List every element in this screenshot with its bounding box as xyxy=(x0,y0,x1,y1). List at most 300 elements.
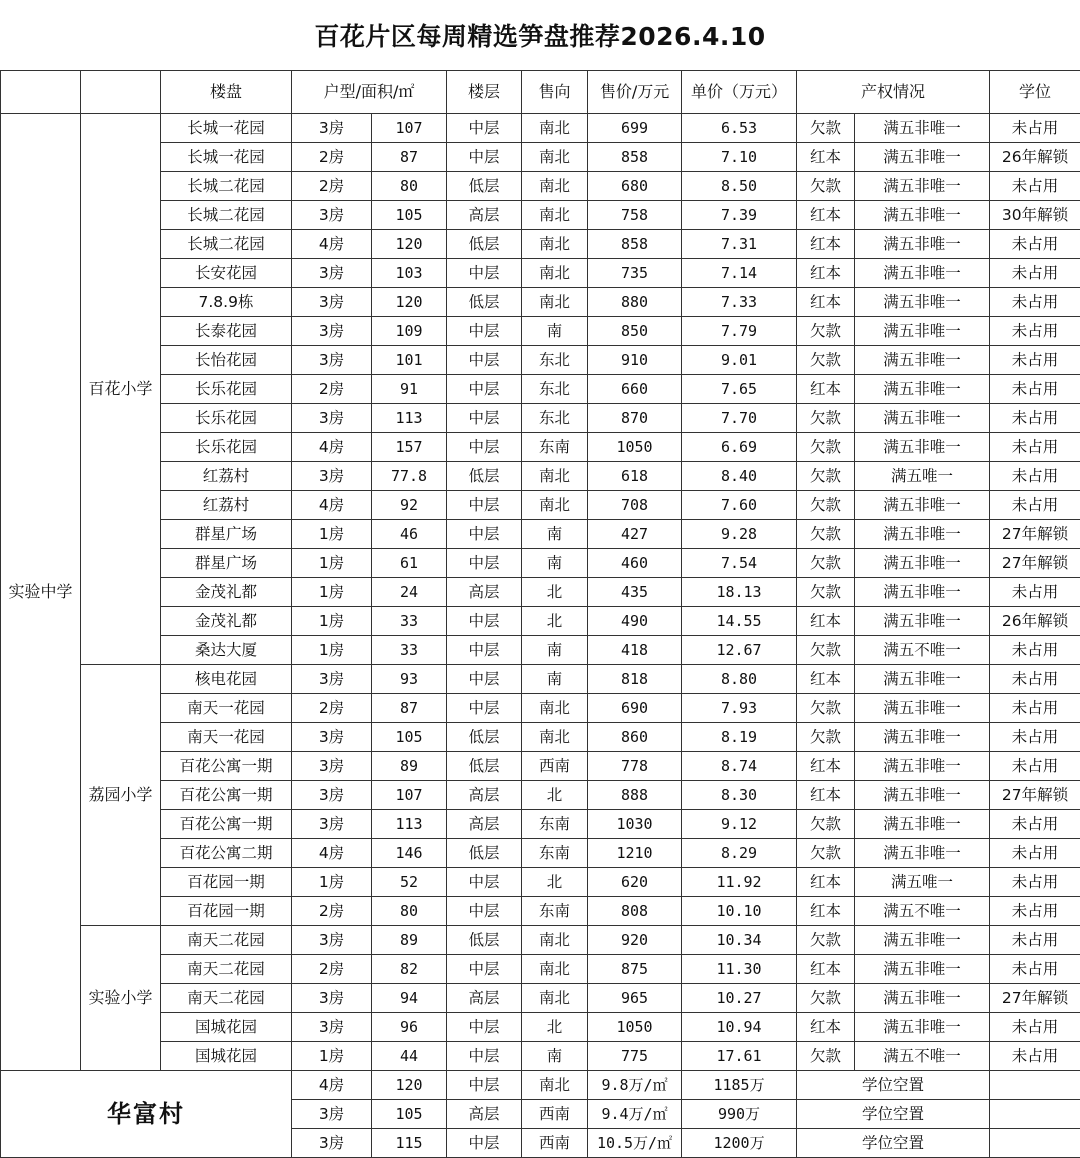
listing-row xyxy=(1,259,1080,288)
school-status: 未占用 xyxy=(990,723,1080,752)
empty-cell xyxy=(990,1100,1080,1129)
floor: 中层 xyxy=(447,114,522,143)
corner-cell xyxy=(1,71,81,114)
area: 105 xyxy=(372,201,447,230)
estate-name: 长乐花园 xyxy=(161,433,292,462)
unit-price: 7.60 xyxy=(682,491,797,520)
orientation: 南北 xyxy=(522,491,588,520)
room-type: 2房 xyxy=(292,897,372,926)
ownership-status: 满五非唯一 xyxy=(855,491,990,520)
listing-row xyxy=(1,694,1080,723)
ownership-status: 满五非唯一 xyxy=(855,201,990,230)
title-status: 欠款 xyxy=(797,172,855,201)
title-status: 欠款 xyxy=(797,433,855,462)
orientation: 东南 xyxy=(522,810,588,839)
unit-price: 18.13 xyxy=(682,578,797,607)
header-type-area: 户型/面积/㎡ xyxy=(292,71,447,114)
orientation: 南 xyxy=(522,636,588,665)
area: 44 xyxy=(372,1042,447,1071)
area: 120 xyxy=(372,230,447,259)
school-status: 未占用 xyxy=(990,230,1080,259)
empty-cell xyxy=(990,1071,1080,1100)
listing-row xyxy=(1,839,1080,868)
header-school: 学位 xyxy=(990,71,1080,114)
unit-price: 17.61 xyxy=(682,1042,797,1071)
room-type: 3房 xyxy=(292,1129,372,1158)
total-price: 1200万 xyxy=(682,1129,797,1158)
total-price: 990万 xyxy=(682,1100,797,1129)
area: 24 xyxy=(372,578,447,607)
room-type: 1房 xyxy=(292,549,372,578)
room-type: 3房 xyxy=(292,984,372,1013)
floor: 中层 xyxy=(447,404,522,433)
ownership-status: 满五非唯一 xyxy=(855,723,990,752)
school-status: 27年解锁 xyxy=(990,549,1080,578)
total-price: 690 xyxy=(588,694,682,723)
ownership-status: 满五非唯一 xyxy=(855,259,990,288)
floor: 高层 xyxy=(447,1100,522,1129)
title-status: 欠款 xyxy=(797,694,855,723)
unit-price: 8.50 xyxy=(682,172,797,201)
unit-price: 9.12 xyxy=(682,810,797,839)
unit-price: 10.27 xyxy=(682,984,797,1013)
floor: 中层 xyxy=(447,897,522,926)
estate-name: 长泰花园 xyxy=(161,317,292,346)
title-status: 红本 xyxy=(797,230,855,259)
room-type: 3房 xyxy=(292,462,372,491)
school-status: 未占用 xyxy=(990,955,1080,984)
title-status: 红本 xyxy=(797,665,855,694)
room-type: 4房 xyxy=(292,230,372,259)
unit-price: 7.65 xyxy=(682,375,797,404)
title-status: 欠款 xyxy=(797,984,855,1013)
listing-table xyxy=(0,70,1080,1158)
listing-row xyxy=(1,897,1080,926)
orientation: 北 xyxy=(522,607,588,636)
ownership-status: 满五非唯一 xyxy=(855,520,990,549)
room-type: 3房 xyxy=(292,781,372,810)
listing-row xyxy=(1,723,1080,752)
orientation: 南北 xyxy=(522,462,588,491)
unit-price: 10.34 xyxy=(682,926,797,955)
area: 82 xyxy=(372,955,447,984)
orientation: 南北 xyxy=(522,259,588,288)
header-estate: 楼盘 xyxy=(161,71,292,114)
listing-row xyxy=(1,665,1080,694)
estate-name: 长城一花园 xyxy=(161,143,292,172)
total-price: 910 xyxy=(588,346,682,375)
orientation: 西南 xyxy=(522,752,588,781)
ownership-status: 满五非唯一 xyxy=(855,1013,990,1042)
primary-school-cell: 百花小学 xyxy=(81,114,161,665)
school-status: 未占用 xyxy=(990,114,1080,143)
listing-row xyxy=(1,114,1080,143)
area: 120 xyxy=(372,1071,447,1100)
school-status: 30年解锁 xyxy=(990,201,1080,230)
floor: 中层 xyxy=(447,491,522,520)
floor: 中层 xyxy=(447,1042,522,1071)
school-status: 学位空置 xyxy=(797,1129,990,1158)
title-status: 欠款 xyxy=(797,491,855,520)
total-price: 460 xyxy=(588,549,682,578)
area: 96 xyxy=(372,1013,447,1042)
floor: 低层 xyxy=(447,288,522,317)
estate-name: 群星广场 xyxy=(161,520,292,549)
total-price: 708 xyxy=(588,491,682,520)
unit-price: 7.31 xyxy=(682,230,797,259)
floor: 高层 xyxy=(447,810,522,839)
unit-price: 9.01 xyxy=(682,346,797,375)
area: 77.8 xyxy=(372,462,447,491)
empty-cell xyxy=(990,1129,1080,1158)
unit-price: 10.10 xyxy=(682,897,797,926)
title-status: 红本 xyxy=(797,1013,855,1042)
page-title: 百花片区每周精选笋盘推荐2026.4.10 xyxy=(0,0,1080,70)
header-floor: 楼层 xyxy=(447,71,522,114)
room-type: 4房 xyxy=(292,433,372,462)
estate-name: 百花公寓一期 xyxy=(161,752,292,781)
area: 107 xyxy=(372,781,447,810)
school-status: 26年解锁 xyxy=(990,143,1080,172)
title-status: 红本 xyxy=(797,868,855,897)
total-price: 858 xyxy=(588,143,682,172)
total-price: 418 xyxy=(588,636,682,665)
total-price: 758 xyxy=(588,201,682,230)
unit-price: 7.93 xyxy=(682,694,797,723)
ownership-status: 满五非唯一 xyxy=(855,810,990,839)
floor: 中层 xyxy=(447,549,522,578)
table-body xyxy=(1,114,1080,1158)
area: 115 xyxy=(372,1129,447,1158)
total-price: 888 xyxy=(588,781,682,810)
school-status: 未占用 xyxy=(990,346,1080,375)
total-price: 699 xyxy=(588,114,682,143)
total-price: 920 xyxy=(588,926,682,955)
title-status: 欠款 xyxy=(797,1042,855,1071)
estate-name: 百花公寓二期 xyxy=(161,839,292,868)
room-type: 3房 xyxy=(292,1013,372,1042)
title-status: 红本 xyxy=(797,955,855,984)
floor: 中层 xyxy=(447,607,522,636)
orientation: 南北 xyxy=(522,143,588,172)
school-status: 27年解锁 xyxy=(990,781,1080,810)
school-status: 未占用 xyxy=(990,172,1080,201)
estate-name: 南天一花园 xyxy=(161,694,292,723)
school-status: 未占用 xyxy=(990,317,1080,346)
school-status: 未占用 xyxy=(990,839,1080,868)
title-status: 红本 xyxy=(797,288,855,317)
floor: 中层 xyxy=(447,143,522,172)
room-type: 2房 xyxy=(292,172,372,201)
area: 46 xyxy=(372,520,447,549)
floor: 低层 xyxy=(447,462,522,491)
header-property: 产权情况 xyxy=(797,71,990,114)
primary-school-cell: 荔园小学 xyxy=(81,665,161,926)
title-status: 欠款 xyxy=(797,520,855,549)
school-status: 未占用 xyxy=(990,868,1080,897)
title-status: 红本 xyxy=(797,607,855,636)
floor: 中层 xyxy=(447,375,522,404)
room-type: 1房 xyxy=(292,578,372,607)
listing-row xyxy=(1,549,1080,578)
floor: 中层 xyxy=(447,520,522,549)
ownership-status: 满五非唯一 xyxy=(855,404,990,433)
listing-row xyxy=(1,230,1080,259)
listing-row xyxy=(1,578,1080,607)
floor: 中层 xyxy=(447,665,522,694)
school-status: 未占用 xyxy=(990,636,1080,665)
listing-row xyxy=(1,752,1080,781)
total-price: 680 xyxy=(588,172,682,201)
estate-name: 南天二花园 xyxy=(161,955,292,984)
orientation: 南北 xyxy=(522,230,588,259)
room-type: 3房 xyxy=(292,752,372,781)
title-status: 红本 xyxy=(797,143,855,172)
estate-name: 金茂礼都 xyxy=(161,578,292,607)
room-type: 2房 xyxy=(292,143,372,172)
estate-name: 长安花园 xyxy=(161,259,292,288)
listing-row xyxy=(1,491,1080,520)
floor: 低层 xyxy=(447,926,522,955)
ownership-status: 满五非唯一 xyxy=(855,230,990,259)
price-per-sqm: 9.8万/㎡ xyxy=(588,1071,682,1100)
room-type: 2房 xyxy=(292,694,372,723)
school-status: 未占用 xyxy=(990,433,1080,462)
ownership-status: 满五非唯一 xyxy=(855,433,990,462)
area: 113 xyxy=(372,810,447,839)
total-price: 850 xyxy=(588,317,682,346)
orientation: 南 xyxy=(522,1042,588,1071)
ownership-status: 满五非唯一 xyxy=(855,694,990,723)
total-price: 435 xyxy=(588,578,682,607)
total-price: 1030 xyxy=(588,810,682,839)
ownership-status: 满五非唯一 xyxy=(855,317,990,346)
room-type: 3房 xyxy=(292,926,372,955)
unit-price: 11.30 xyxy=(682,955,797,984)
total-price: 880 xyxy=(588,288,682,317)
school-status: 27年解锁 xyxy=(990,984,1080,1013)
listing-row xyxy=(1,955,1080,984)
school-status: 未占用 xyxy=(990,1042,1080,1071)
room-type: 4房 xyxy=(292,1071,372,1100)
title-status: 红本 xyxy=(797,752,855,781)
area: 89 xyxy=(372,926,447,955)
total-price: 490 xyxy=(588,607,682,636)
title-status: 欠款 xyxy=(797,346,855,375)
ownership-status: 满五非唯一 xyxy=(855,607,990,636)
area: 61 xyxy=(372,549,447,578)
estate-name: 百花园一期 xyxy=(161,897,292,926)
room-type: 3房 xyxy=(292,288,372,317)
ownership-status: 满五非唯一 xyxy=(855,955,990,984)
unit-price: 7.54 xyxy=(682,549,797,578)
area: 113 xyxy=(372,404,447,433)
room-type: 4房 xyxy=(292,839,372,868)
listing-row xyxy=(1,810,1080,839)
listing-row xyxy=(1,926,1080,955)
floor: 低层 xyxy=(447,752,522,781)
room-type: 3房 xyxy=(292,810,372,839)
unit-price: 8.19 xyxy=(682,723,797,752)
floor: 中层 xyxy=(447,1129,522,1158)
orientation: 南北 xyxy=(522,288,588,317)
total-price: 735 xyxy=(588,259,682,288)
title-status: 红本 xyxy=(797,897,855,926)
room-type: 4房 xyxy=(292,491,372,520)
unit-price: 12.67 xyxy=(682,636,797,665)
unit-price: 6.53 xyxy=(682,114,797,143)
total-price: 660 xyxy=(588,375,682,404)
listing-row xyxy=(1,607,1080,636)
listing-row xyxy=(1,868,1080,897)
floor: 中层 xyxy=(447,259,522,288)
floor: 中层 xyxy=(447,433,522,462)
unit-price: 8.30 xyxy=(682,781,797,810)
title-status: 欠款 xyxy=(797,636,855,665)
estate-name: 南天二花园 xyxy=(161,926,292,955)
total-price: 618 xyxy=(588,462,682,491)
ownership-status: 满五非唯一 xyxy=(855,288,990,317)
ownership-status: 满五唯一 xyxy=(855,462,990,491)
estate-name: 长乐花园 xyxy=(161,375,292,404)
floor: 中层 xyxy=(447,1071,522,1100)
area: 91 xyxy=(372,375,447,404)
title-status: 欠款 xyxy=(797,926,855,955)
area: 146 xyxy=(372,839,447,868)
orientation: 南北 xyxy=(522,955,588,984)
unit-price: 11.92 xyxy=(682,868,797,897)
area: 107 xyxy=(372,114,447,143)
orientation: 南 xyxy=(522,665,588,694)
primary-school-cell: 实验小学 xyxy=(81,926,161,1071)
orientation: 南 xyxy=(522,520,588,549)
estate-name: 长乐花园 xyxy=(161,404,292,433)
ownership-status: 满五非唯一 xyxy=(855,346,990,375)
listing-row xyxy=(1,520,1080,549)
listing-row xyxy=(1,375,1080,404)
area: 33 xyxy=(372,636,447,665)
estate-name: 南天二花园 xyxy=(161,984,292,1013)
corner-cell xyxy=(81,71,161,114)
floor: 中层 xyxy=(447,636,522,665)
ownership-status: 满五非唯一 xyxy=(855,752,990,781)
orientation: 东南 xyxy=(522,839,588,868)
school-status: 未占用 xyxy=(990,665,1080,694)
orientation: 南北 xyxy=(522,723,588,752)
listing-row xyxy=(1,462,1080,491)
room-type: 1房 xyxy=(292,607,372,636)
unit-price: 9.28 xyxy=(682,520,797,549)
unit-price: 8.80 xyxy=(682,665,797,694)
floor: 中层 xyxy=(447,694,522,723)
floor: 中层 xyxy=(447,317,522,346)
listing-row xyxy=(1,346,1080,375)
estate-name: 百花园一期 xyxy=(161,868,292,897)
estate-name: 红荔村 xyxy=(161,491,292,520)
ownership-status: 满五非唯一 xyxy=(855,926,990,955)
listing-row xyxy=(1,288,1080,317)
unit-price: 7.14 xyxy=(682,259,797,288)
title-status: 红本 xyxy=(797,375,855,404)
unit-price: 7.33 xyxy=(682,288,797,317)
total-price: 860 xyxy=(588,723,682,752)
title-status: 欠款 xyxy=(797,810,855,839)
room-type: 2房 xyxy=(292,375,372,404)
listing-row xyxy=(1,201,1080,230)
header-unit-price: 单价（万元） xyxy=(682,71,797,114)
total-price: 775 xyxy=(588,1042,682,1071)
area: 33 xyxy=(372,607,447,636)
ownership-status: 满五非唯一 xyxy=(855,839,990,868)
unit-price: 7.70 xyxy=(682,404,797,433)
orientation: 北 xyxy=(522,868,588,897)
price-per-sqm: 9.4万/㎡ xyxy=(588,1100,682,1129)
title-status: 欠款 xyxy=(797,114,855,143)
area: 87 xyxy=(372,143,447,172)
floor: 中层 xyxy=(447,868,522,897)
ownership-status: 满五不唯一 xyxy=(855,897,990,926)
area: 94 xyxy=(372,984,447,1013)
estate-name: 7.8.9栋 xyxy=(161,288,292,317)
estate-name: 长城二花园 xyxy=(161,172,292,201)
school-status: 未占用 xyxy=(990,404,1080,433)
orientation: 南北 xyxy=(522,984,588,1013)
room-type: 3房 xyxy=(292,201,372,230)
area: 101 xyxy=(372,346,447,375)
floor: 中层 xyxy=(447,955,522,984)
area: 109 xyxy=(372,317,447,346)
total-price: 875 xyxy=(588,955,682,984)
title-status: 红本 xyxy=(797,201,855,230)
floor: 高层 xyxy=(447,781,522,810)
school-status: 未占用 xyxy=(990,810,1080,839)
floor: 中层 xyxy=(447,346,522,375)
ownership-status: 满五不唯一 xyxy=(855,1042,990,1071)
price-per-sqm: 10.5万/㎡ xyxy=(588,1129,682,1158)
floor: 高层 xyxy=(447,578,522,607)
listing-row xyxy=(1,636,1080,665)
total-price: 965 xyxy=(588,984,682,1013)
listing-row xyxy=(1,317,1080,346)
area: 103 xyxy=(372,259,447,288)
listing-row xyxy=(1,404,1080,433)
floor: 高层 xyxy=(447,201,522,230)
title-status: 欠款 xyxy=(797,839,855,868)
total-price: 1185万 xyxy=(682,1071,797,1100)
total-price: 870 xyxy=(588,404,682,433)
room-type: 1房 xyxy=(292,1042,372,1071)
ownership-status: 满五非唯一 xyxy=(855,375,990,404)
listing-row xyxy=(1,781,1080,810)
orientation: 南北 xyxy=(522,926,588,955)
area: 105 xyxy=(372,723,447,752)
district-school-cell: 实验中学 xyxy=(1,114,81,1071)
orientation: 东南 xyxy=(522,433,588,462)
orientation: 东北 xyxy=(522,404,588,433)
orientation: 东北 xyxy=(522,375,588,404)
total-price: 778 xyxy=(588,752,682,781)
school-status: 学位空置 xyxy=(797,1100,990,1129)
orientation: 东北 xyxy=(522,346,588,375)
unit-price: 7.10 xyxy=(682,143,797,172)
ownership-status: 满五非唯一 xyxy=(855,984,990,1013)
school-status: 未占用 xyxy=(990,752,1080,781)
room-type: 1房 xyxy=(292,868,372,897)
room-type: 3房 xyxy=(292,317,372,346)
title-status: 欠款 xyxy=(797,578,855,607)
ownership-status: 满五非唯一 xyxy=(855,549,990,578)
school-status: 未占用 xyxy=(990,694,1080,723)
